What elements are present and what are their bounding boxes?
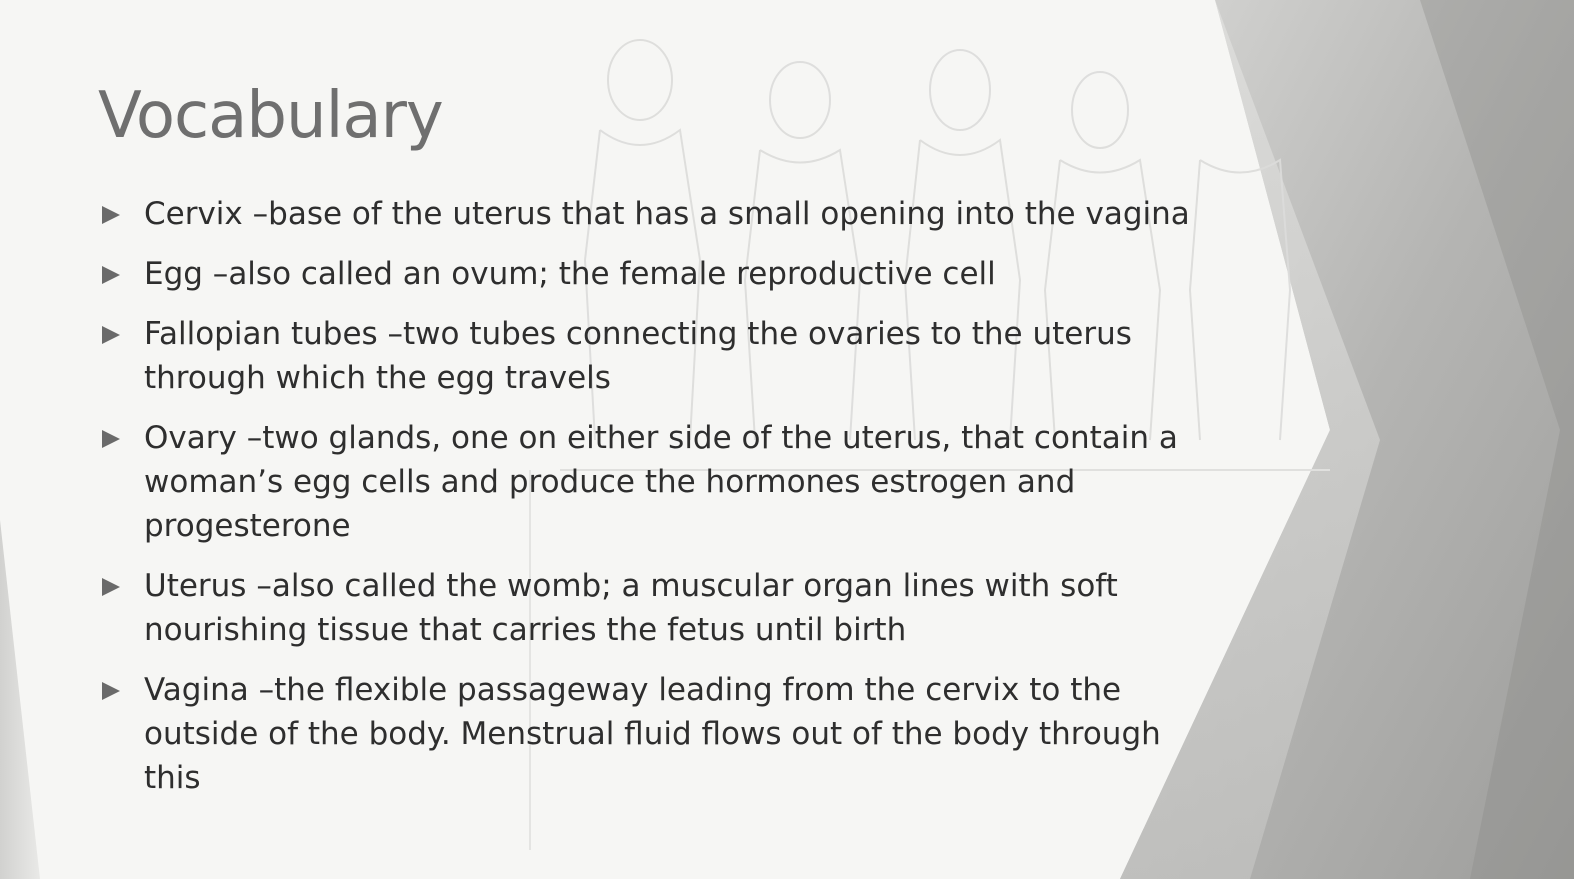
- list-item: [98, 192, 1208, 236]
- list-item: [98, 564, 1208, 652]
- triangle-bullet-icon: [102, 206, 120, 224]
- separator: –: [246, 568, 272, 604]
- list-item: [98, 668, 1208, 800]
- triangle-bullet-icon: [102, 578, 120, 596]
- slide-title: Vocabulary: [98, 79, 443, 153]
- definition: also called the womb; a muscular organ lines with soft nourishing tissue that carries the fetus until birth: [144, 568, 1118, 648]
- separator: –: [377, 316, 404, 352]
- triangle-bullet-icon: [102, 430, 120, 448]
- separator: –: [236, 420, 263, 456]
- separator: –: [202, 256, 229, 292]
- definition: also called an ovum; the female reproductive cell: [228, 256, 996, 292]
- list-item: [98, 416, 1208, 548]
- definition: base of the uterus that has a small opening into the vagina: [268, 196, 1190, 232]
- triangle-bullet-icon: [102, 266, 120, 284]
- list-item: [98, 252, 1208, 296]
- term: Cervix: [144, 196, 243, 232]
- term: Ovary: [144, 420, 237, 456]
- term: Uterus: [144, 568, 247, 604]
- definition: two tubes connecting the ovaries to the uterus through which the egg travels: [144, 316, 1132, 396]
- triangle-bullet-icon: [102, 682, 120, 700]
- separator: –: [248, 672, 275, 708]
- term: Vagina: [144, 672, 249, 708]
- definition: the flexible passageway leading from the cervix to the outside of the body. Menstrual fluid flows out of the body through this: [144, 672, 1161, 796]
- definition: two glands, one on either side of the uterus, that contain a woman’s egg cells and produce the hormones estrogen and progesterone: [144, 420, 1178, 544]
- term: Fallopian tubes: [144, 316, 378, 352]
- triangle-bullet-icon: [102, 326, 120, 344]
- list-item: [98, 312, 1208, 400]
- vocabulary-list: [98, 192, 1208, 816]
- term: Egg: [144, 256, 203, 292]
- separator: –: [242, 196, 269, 232]
